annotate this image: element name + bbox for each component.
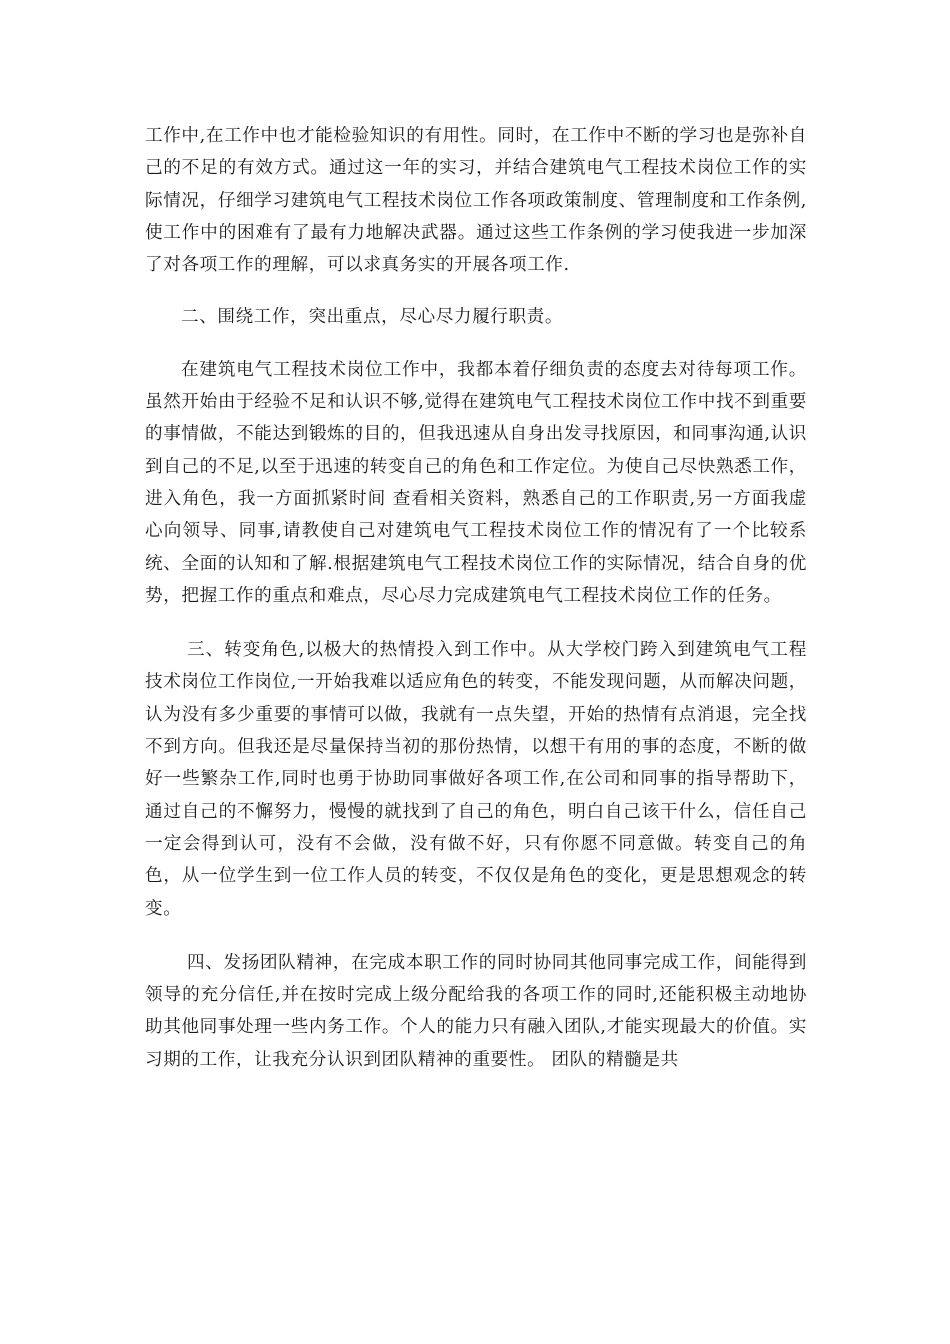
paragraph-section-four: 四、发扬团队精神，在完成本职工作的同时协同其他同事完成工作，间能得到领导的充分信任,并在按时完成上级分配给我的各项工作的同时,还能积极主动地协助其他同事处理一些内务工作。个人的能力只有融入团队,才能实现最大的价值。实习期的工作，让我充分认识到团队精神的重要性。 团队的精髓是共	[145, 952, 807, 1070]
paragraph-continuation: 工作中,在工作中也才能检验知识的有用性。同时，在工作中不断的学习也是弥补自己的不足的有效方式。通过这一年的实习，并结合建筑电气工程技术岗位工作的实际情况，仔细学习建筑电气工程技术岗位工作各项政策制度、管理制度和工作条例,使工作中的困难有了最有力地解决武器。通过这些工作条例的学习使我进一步加深了对各项工作的理解，可以求真务实的开展各项工作.	[145, 126, 807, 276]
paragraph-section-three: 三、转变角色,以极大的热情投入到工作中。从大学校门跨入到建筑电气工程技术岗位工作岗位,一开始我难以适应角色的转变，不能发现问题，从而解决问题，认为没有多少重要的事情可以做，我就有一点失望，开始的热情有点消退，完全找不到方向。但我还是尽量保持当初的那份热情，以想干有用的事的态度，不断的做好一些繁杂工作,同时也勇于协助同事做好各项工作,在公司和同事的指导帮助下，通过自己的不懈努力，慢慢的就找到了自己的角色，明白自己该干什么，信任自己一定会得到认可，没有不会做，没有做不好，只有你愿不同意做。转变自己的角色，从一位学生到一位工作人员的转变，不仅仅是角色的变化，更是思想观念的转变。	[145, 640, 807, 919]
document-page	[145, 120, 807, 1076]
paragraph-section-two: 在建筑电气工程技术岗位工作中，我都本着仔细负责的态度去对待每项工作。虽然开始由于经验不足和认识不够,觉得在建筑电气工程技术岗位工作中找不到重要的事情做，不能达到锻炼的目的，但我迅速从自身出发寻找原因，和同事沟通,认识到自己的不足,以至于迅速的转变自己的角色和工作定位。为使自己尽快熟悉工作，进入角色，我一方面抓紧时间 查看相关资料，熟悉自己的工作职责,另一方面我虚心向领导、同事,请教使自己对建筑电气工程技术岗位工作的情况有了一个比较系统、全面的认知和了解.根据建筑电气工程技术岗位工作的实际情况，结合自身的优势，把握工作的重点和难点，尽心尽力完成建筑电气工程技术岗位工作的任务。	[145, 359, 807, 606]
section-heading-two: 二、围绕工作，突出重点，尽心尽力履行职责。	[181, 307, 564, 328]
